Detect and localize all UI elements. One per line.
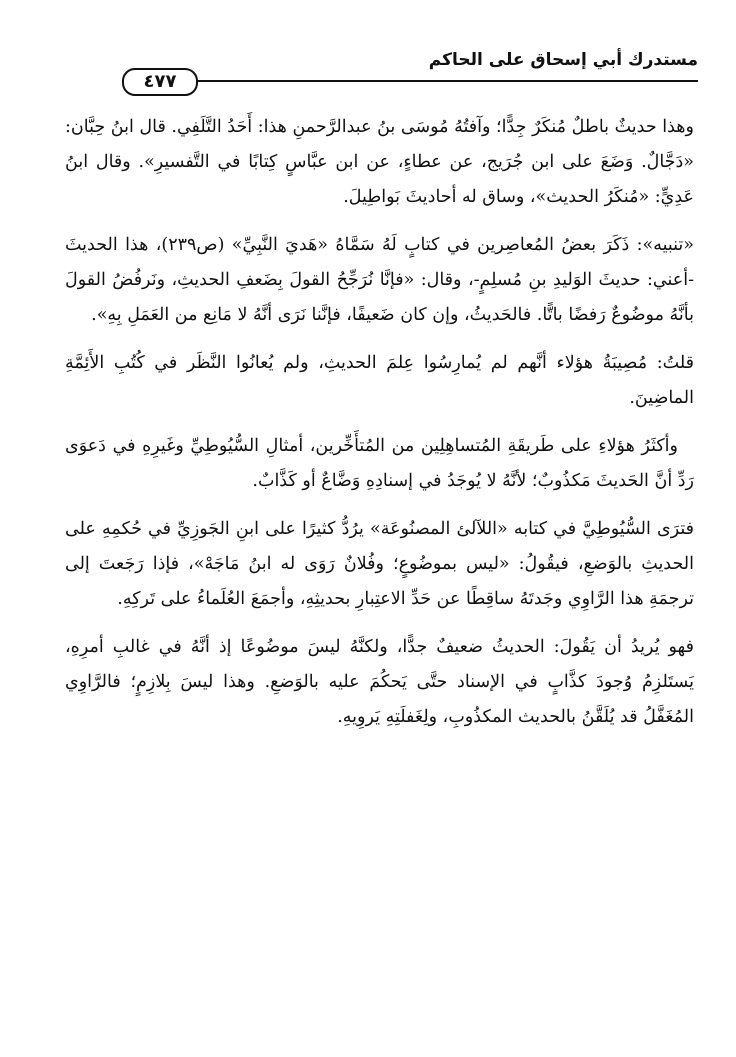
paragraph-suyuti: فترَى السُّيُوطِيَّ في كتابه «اللآلئ المصنُوعَة» يرُدُّ كثيرًا على ابنِ الجَوزِيِّ في حُكمِهِ على الحديثِ بالوَضعِ، فيقُولُ: «ليس بموضُوعٍ؛ وفُلانٌ رَوَى له ابنُ مَاجَهْ»، فإذا رَجَعتَ إلى ترجمَةِ هذا الرَّاوِي وجَدتَهُ ساقِطًا عن حَدِّ الاعتِبارِ بحديثِهِ، وأجمَعَ العُلَماءُ على تَركِهِ. xyxy=(65,519,694,609)
running-title: مستدرك أبي إسحاق على الحاكم xyxy=(428,50,698,70)
page-number: ٤٧٧ xyxy=(122,68,198,96)
body-text xyxy=(65,110,694,748)
paragraph-mutasahilin: وأكثَرُ هؤلاءِ على طَريقَةِ المُتساهِلِين من المُتأَخِّرين، أمثالِ السُّيُوطِيِّ وغَيرِهِ في دَعوَى رَدِّ أنَّ الحَديثَ مَكذُوبٌ؛ لأنَّهُ لا يُوجَدُ في إسنادِهِ وَضَّاعٌ أو كَذَّابٌ. xyxy=(65,436,694,491)
page-header xyxy=(72,46,698,94)
header-rule xyxy=(172,80,698,82)
paragraph-hadith-critique: وهذا حديثٌ باطلٌ مُنكَرٌ جِدًّا؛ وآفتُهُ مُوسَى بنُ عبدالرَّحمنِ هذا: أَحَدُ التَّلَفِي. قال ابنُ حِبَّان: «دَجَّالٌ. وَضَعَ على ابن جُرَيج، عن عطاءٍ، عن ابن عبَّاسٍ كِتابًا في التَّفسيرِ». وقال ابنُ عَدِيٍّ: «مُنكَرُ الحديث»، وساق له أحاديثَ بَواطِيلَ. xyxy=(65,117,694,207)
paragraph-qultu: قلتُ: مُصِيبَةُ هؤلاء أنَّهم لم يُمارِسُوا عِلمَ الحديثِ، ولم يُعانُوا النَّظَر في كُتُبِ الأَئِمَّةِ الماضِينَ. xyxy=(65,353,694,408)
paragraph-conclusion: فهو يُريدُ أن يَقُولَ: الحديثُ ضعيفٌ جدًّا، ولكنَّهُ ليسَ موضُوعًا إذ أنَّهُ في غالبِ أمرِهِ، يَستَلزِمُ وُجودَ كذَّابٍ في الإسناد حتَّى يَحكُمَ عليه بالوَضعِ. وهذا ليسَ بِلازِمٍ؛ فالرَّاوِي المُغَفَّلُ قد يُلَقَّنُ بالحديث المكذُوبِ، ولِغَفلَتِهِ يَروِيهِ. xyxy=(65,637,694,727)
paragraph-tanbih: «تنبيه»: ذَكَرَ بعضُ المُعاصِرين في كتابٍ لَهُ سَمَّاهُ «هَديَ النَّبِيِّ» (ص٢٣٩)، هذا الحديثَ -أعني: حديثَ الوَليدِ بنِ مُسلِمٍ-، وقال: «فإنَّا نُرَجِّحُ القولَ بِضَعفِ الحديثِ، ونَرفُضُ القولَ بأنَّهُ موضُوعٌ رَفضًا باتًّا. فالحَديثُ، وإن كان ضَعيفًا، فإنَّنا نَرَى أنَّهُ لا مَانِع من العَمَلِ بِهِ». xyxy=(65,235,695,325)
